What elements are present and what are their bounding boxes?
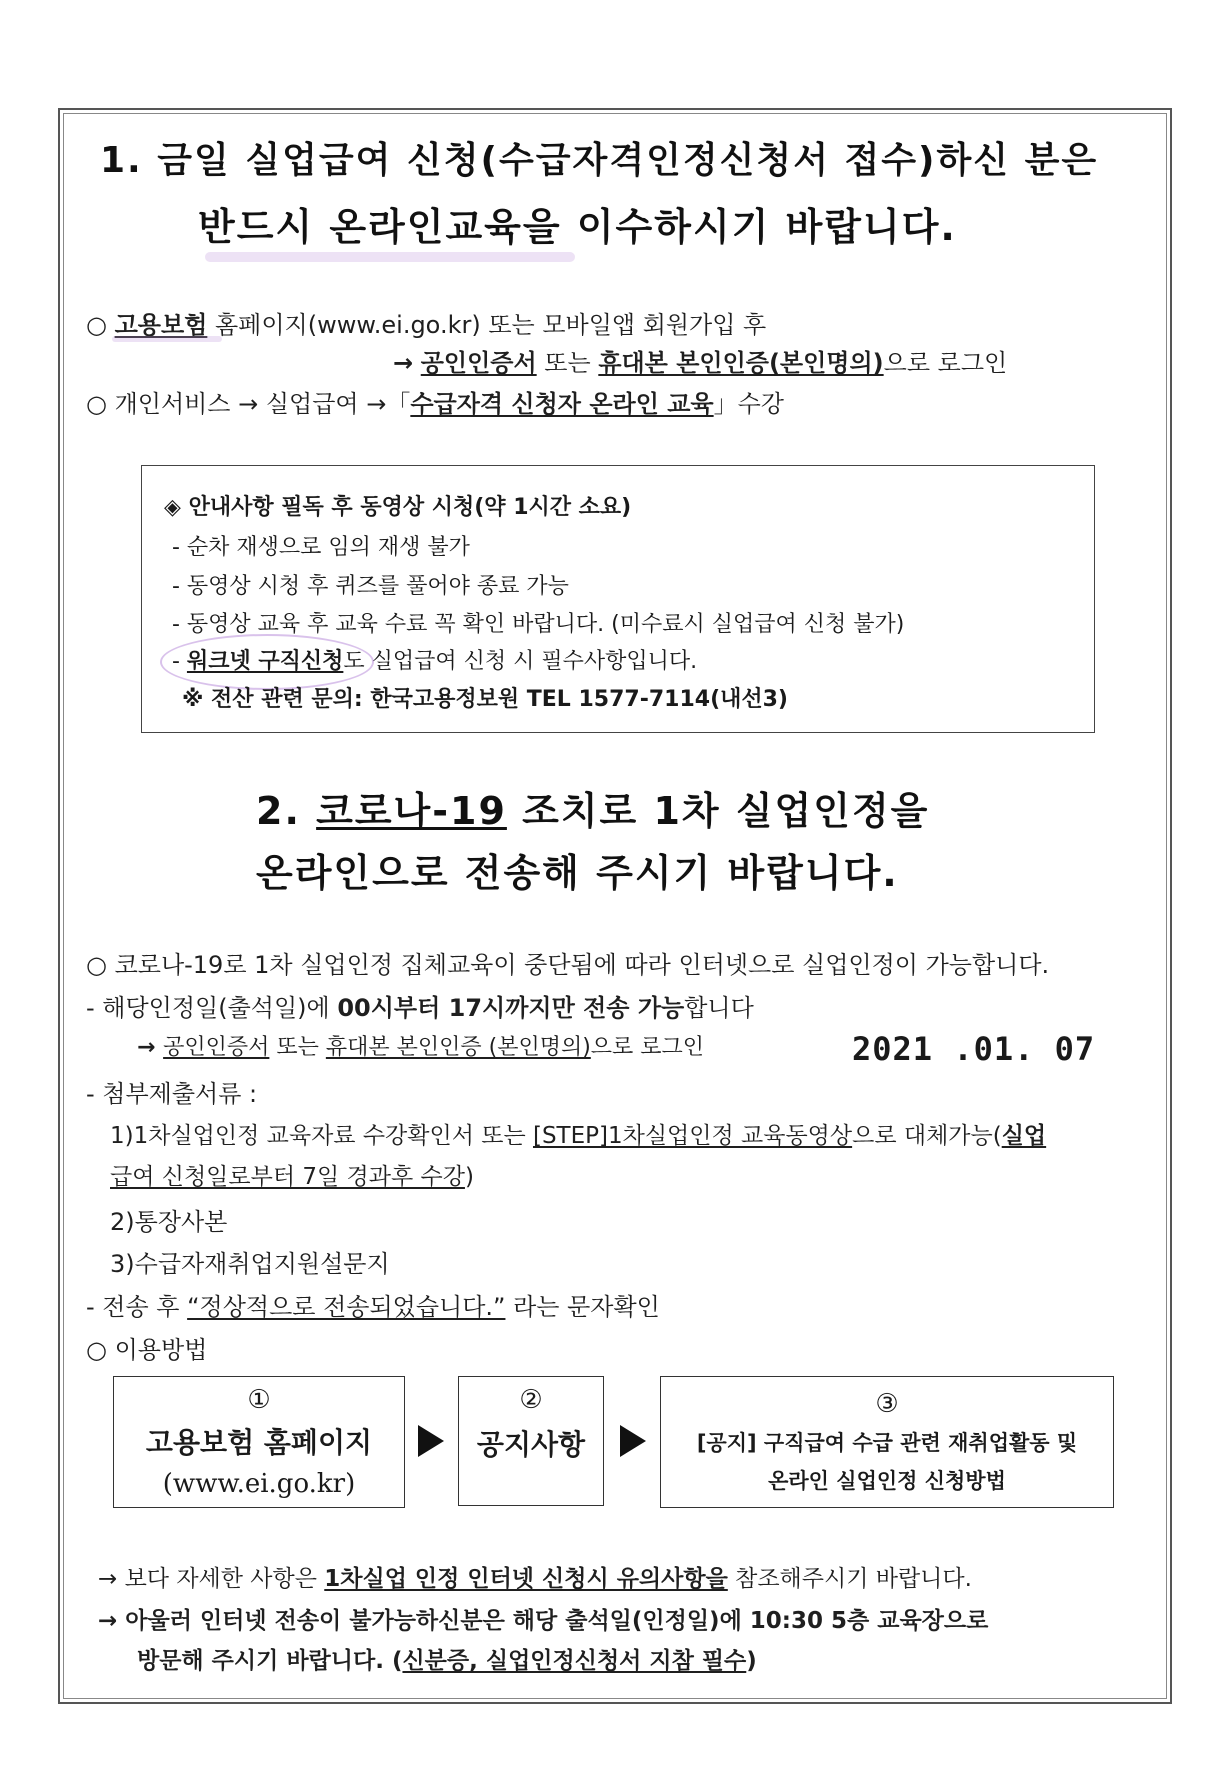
usage-title: ○ 이용방법	[86, 1336, 208, 1364]
attachment-3: 3)수급자재취업지원설문지	[110, 1250, 390, 1278]
step-label: 공지사항	[476, 1428, 586, 1461]
phone-auth-link[interactable]: 휴대본 본인인증(본인명의)	[598, 349, 884, 377]
paren-close: )	[746, 1648, 757, 1674]
required-documents: 신분증, 실업인정신청서 지참 필수	[402, 1648, 747, 1674]
dash: -	[172, 649, 187, 674]
certificate-link[interactable]: 공인인증서	[163, 1035, 270, 1060]
attachments-title: - 첨부제출서류 :	[86, 1080, 258, 1108]
section2-deadline	[86, 988, 754, 1023]
attachment-2: 2)통장사본	[110, 1208, 228, 1236]
section2-title-line2: 온라인으로 전송해 주시기 바랍니다.	[256, 851, 899, 895]
worknet-note: 도 실업급여 신청 시 필수사항입니다.	[343, 649, 698, 674]
step-url: (www.ei.go.kr)	[162, 1469, 356, 1499]
footer-visit-cont	[137, 1642, 757, 1675]
paren-close: )	[464, 1164, 474, 1190]
confirm-prefix: - 전송 후	[86, 1293, 188, 1321]
attend-text: 」수강	[713, 390, 784, 418]
confirm-suffix: 라는 문자확인	[505, 1293, 660, 1321]
section2-title-line1	[256, 780, 929, 835]
bullet-login	[393, 343, 1007, 378]
bullet-path	[86, 384, 784, 419]
section1-title-line2: 반드시 온라인교육을 이수하시기 바랍니다.	[198, 205, 957, 249]
footer-prefix: → 보다 자세한 사항은	[98, 1566, 325, 1592]
confirm-quote: “정상적으로 전송되었습니다.”	[187, 1293, 506, 1321]
login-text: 으로 로그인	[590, 1035, 705, 1060]
marker-highlight	[205, 252, 575, 262]
attachment-1	[110, 1117, 1046, 1150]
precautions-link[interactable]: 1차실업 인정 인터넷 신청시 유의사항을	[324, 1566, 728, 1592]
play-arrow-icon	[418, 1425, 444, 1457]
section2-title-rest: 조치로 1차 실업인정을	[506, 789, 930, 833]
section2-login	[137, 1030, 704, 1061]
login-text: 으로 로그인	[883, 349, 1008, 377]
path-text: ○ 개인서비스 → 실업급여 →「	[86, 390, 411, 418]
section2-number: 2.	[256, 789, 317, 833]
arrow-icon: →	[393, 349, 414, 377]
signup-text: 홈페이지(www.ei.go.kr) 또는 모바일앱 회원가입 후	[207, 311, 767, 339]
footer-suffix: 참조해주시기 바랍니다.	[727, 1566, 972, 1592]
bullet-symbol: ○	[86, 311, 107, 339]
notice-item: - 동영상 시청 후 퀴즈를 풀어야 종료 가능	[172, 574, 569, 599]
notice-heading: ◈ 안내사항 필독 후 동영상 시청(약 1시간 소요)	[164, 495, 632, 520]
deadline-suffix: 합니다	[684, 994, 754, 1022]
footer-visit: → 아울러 인터넷 전송이 불가능하신분은 해당 출석일(인정일)에 10:30 5층 교육장으로	[98, 1608, 989, 1634]
step-label: [공지] 구직급여 수급 관련 재취업활동 및	[696, 1431, 1078, 1455]
step-number: ③	[875, 1389, 899, 1419]
date-stamp: 2021 .01. 07	[852, 1030, 1096, 1068]
visit-prefix: 방문해 주시기 바랍니다. (	[137, 1648, 403, 1674]
deadline-prefix: - 해당인정일(출석일)에	[86, 994, 338, 1022]
footer-reference	[98, 1560, 972, 1593]
or-text: 또는	[269, 1035, 326, 1060]
section1-title-line1: 1. 금일 실업급여 신청(수급자격인정신청서 접수)하신 분은	[100, 140, 1099, 181]
marker-underline	[112, 336, 222, 342]
worknet-link[interactable]: 워크넷 구직신청	[186, 649, 344, 674]
step-box-2[interactable]	[458, 1376, 604, 1506]
attachment-1-mid: 으로 대체가능(	[852, 1123, 1002, 1149]
online-education-link[interactable]: 수급자격 신청자 온라인 교육	[410, 390, 714, 418]
notice-item: - 동영상 교육 후 교육 수료 꼭 확인 바랍니다. (미수료시 실업급여 신청 불가)	[172, 612, 905, 637]
arrow-icon: →	[137, 1035, 164, 1060]
step-label-cont: 온라인 실업인정 신청방법	[768, 1469, 1006, 1493]
play-arrow-icon	[620, 1425, 646, 1457]
confirm-message	[86, 1287, 660, 1322]
bullet-signup	[86, 305, 766, 340]
step-box-1[interactable]	[113, 1376, 405, 1508]
step-number: ②	[519, 1385, 543, 1415]
step-label: 고용보험 홈페이지	[145, 1426, 373, 1459]
or-text: 또는	[536, 349, 599, 377]
attachment-1-text: 1)1차실업인정 교육자료 수강확인서 또는	[110, 1123, 533, 1149]
notice-box	[141, 465, 1095, 733]
certificate-link[interactable]: 공인인증서	[420, 349, 537, 377]
covid-label: 코로나-19	[316, 789, 507, 833]
phone-auth-link[interactable]: 휴대본 본인인증 (본인명의)	[325, 1035, 591, 1060]
attachment-1-note: 실업	[1001, 1123, 1047, 1149]
attachment-1-cont	[110, 1158, 474, 1191]
step-video-link[interactable]: [STEP]1차실업인정 교육동영상	[532, 1123, 853, 1149]
deadline-time: 00시부터 17시까지만 전송 가능	[337, 994, 685, 1022]
attachment-1-note-cont: 급여 신청일로부터 7일 경과후 수강	[110, 1164, 465, 1190]
section2-intro: ○ 코로나-19로 1차 실업인정 집체교육이 중단됨에 따라 인터넷으로 실업인정이 가능합니다.	[86, 951, 1050, 979]
notice-item: - 순차 재생으로 임의 재생 불가	[172, 535, 470, 560]
notice-contact: ※ 전산 관련 문의: 한국고용정보원 TEL 1577-7114(내선3)	[182, 687, 788, 712]
employment-insurance-label: 고용보험	[114, 311, 208, 339]
step-number: ①	[247, 1385, 271, 1415]
step-box-3[interactable]	[660, 1376, 1114, 1508]
